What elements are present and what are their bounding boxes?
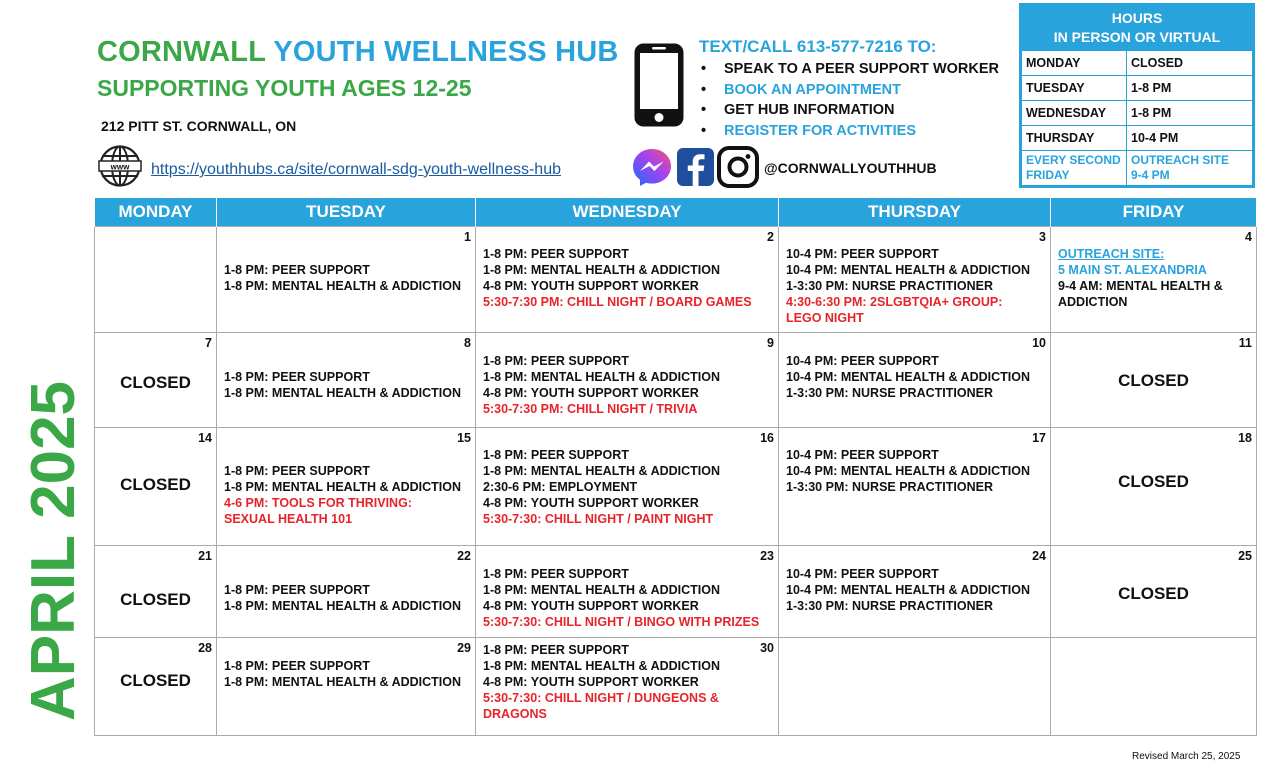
day-number: 2 (767, 230, 774, 244)
event: 1-8 PM: PEER SUPPORT (483, 354, 629, 368)
event-list (779, 227, 1050, 326)
event: 1-8 PM: PEER SUPPORT (483, 448, 629, 462)
event: ADDICTION (1058, 295, 1128, 309)
hours-subtitle: IN PERSON OR VIRTUAL (1053, 29, 1221, 45)
event-list (779, 428, 1050, 495)
calendar-cell (95, 638, 217, 736)
facebook-icon[interactable] (677, 148, 714, 186)
event: 10-4 PM: PEER SUPPORT (786, 354, 939, 368)
calendar-week (95, 546, 1257, 638)
hours-day: WEDNESDAY (1022, 101, 1127, 126)
month-label: APRIL 2025 (19, 380, 88, 721)
closed-label: CLOSED (120, 590, 191, 609)
hours-day: THURSDAY (1022, 126, 1127, 151)
calendar-cell (476, 428, 779, 546)
special-event: 5:30-7:30 PM: CHILL NIGHT / TRIVIA (483, 402, 698, 416)
hours-row (1022, 51, 1253, 76)
day-number: 10 (1032, 336, 1046, 350)
contact-item: • REGISTER FOR ACTIVITIES (701, 122, 917, 139)
phone-icon (633, 42, 685, 128)
day-number: 16 (760, 431, 774, 445)
closed-label: CLOSED (1118, 472, 1189, 491)
event-list (217, 333, 475, 401)
hours-time: 1-8 PM (1127, 101, 1253, 126)
special-event: 5:30-7:30: CHILL NIGHT / PAINT NIGHT (483, 512, 714, 526)
hours-time: CLOSED (1127, 51, 1253, 76)
event: 1-8 PM: MENTAL HEALTH & ADDICTION (483, 263, 721, 277)
contact-item: • GET HUB INFORMATION (701, 102, 895, 118)
hours-box (1019, 3, 1255, 188)
social-handle: @CORNWALLYOUTHHUB (764, 160, 937, 176)
calendar-cell (95, 227, 217, 333)
special-event: 4:30-6:30 PM: 2SLGBTQIA+ GROUP: (786, 295, 1003, 309)
event: 1-8 PM: MENTAL HEALTH & ADDICTION (224, 279, 462, 293)
event: 10-4 PM: MENTAL HEALTH & ADDICTION (786, 263, 1030, 277)
calendar-cell (217, 546, 476, 638)
event: 1-8 PM: MENTAL HEALTH & ADDICTION (483, 583, 721, 597)
day-number: 14 (198, 431, 212, 445)
social-icons (631, 146, 759, 188)
day-number: 29 (457, 641, 471, 655)
day-number: 25 (1238, 549, 1252, 563)
event: 1-8 PM: MENTAL HEALTH & ADDICTION (483, 659, 721, 673)
closed-label: CLOSED (1118, 371, 1189, 390)
calendar-cell (1051, 428, 1257, 546)
event: 10-4 PM: PEER SUPPORT (786, 448, 939, 462)
closed-label: CLOSED (120, 475, 191, 494)
calendar-cell (476, 546, 779, 638)
hours-row-outreach (1022, 151, 1253, 186)
event: 1-3:30 PM: NURSE PRACTITIONER (786, 599, 993, 613)
hours-time: OUTREACH SITE 9-4 PM (1127, 151, 1253, 186)
event: 1-8 PM: PEER SUPPORT (224, 583, 370, 597)
day-header-thursday: THURSDAY (779, 198, 1051, 227)
event: 1-3:30 PM: NURSE PRACTITIONER (786, 279, 993, 293)
calendar-cell (217, 333, 476, 428)
messenger-icon[interactable] (633, 149, 671, 186)
calendar-cell (1051, 638, 1257, 736)
day-number: 7 (205, 336, 212, 350)
day-header-monday: MONDAY (95, 198, 217, 227)
contact-item: • BOOK AN APPOINTMENT (701, 81, 901, 98)
calendar-week (95, 428, 1257, 546)
calendar-cell (779, 428, 1051, 546)
hours-day: TUESDAY (1022, 76, 1127, 101)
hub-title (97, 36, 619, 69)
title-block (97, 36, 619, 102)
event: 1-3:30 PM: NURSE PRACTITIONER (786, 480, 993, 494)
hours-row (1022, 101, 1253, 126)
event: 1-8 PM: PEER SUPPORT (224, 263, 370, 277)
event: 4-8 PM: YOUTH SUPPORT WORKER (483, 279, 699, 293)
calendar-cell (217, 227, 476, 333)
website-link[interactable]: https://youthhubs.ca/site/cornwall-sdg-youth-wellness-hub (151, 161, 561, 178)
event-list (476, 638, 778, 722)
address: 212 PITT ST. CORNWALL, ON (101, 118, 297, 134)
event-list (1051, 227, 1256, 310)
day-number: 21 (198, 549, 212, 563)
special-event: 5:30-7:30 PM: CHILL NIGHT / BOARD GAMES (483, 295, 752, 309)
calendar-cell (779, 546, 1051, 638)
revised-date: Revised March 25, 2025 (1132, 751, 1241, 762)
closed-label: CLOSED (1118, 584, 1189, 603)
event: 10-4 PM: PEER SUPPORT (786, 247, 939, 261)
calendar-cell (779, 638, 1051, 736)
event: 4-8 PM: YOUTH SUPPORT WORKER (483, 496, 699, 510)
calendar-cell (1051, 333, 1257, 428)
day-number: 1 (464, 230, 471, 244)
closed-label: CLOSED (120, 373, 191, 392)
event: 1-8 PM: MENTAL HEALTH & ADDICTION (224, 599, 462, 613)
day-number: 3 (1039, 230, 1046, 244)
event: 4-8 PM: YOUTH SUPPORT WORKER (483, 675, 699, 689)
calendar-cell (779, 333, 1051, 428)
event: 1-8 PM: PEER SUPPORT (483, 247, 629, 261)
event: 10-4 PM: MENTAL HEALTH & ADDICTION (786, 370, 1030, 384)
web-icon-text: www (110, 162, 130, 172)
event: 1-8 PM: PEER SUPPORT (483, 643, 629, 657)
calendar-week (95, 333, 1257, 428)
hub-title-city: CORNWALL (97, 36, 266, 68)
calendar-cell (476, 333, 779, 428)
closed-label: CLOSED (120, 671, 191, 690)
hours-row (1022, 76, 1253, 101)
event: 4-8 PM: YOUTH SUPPORT WORKER (483, 599, 699, 613)
day-number: 15 (457, 431, 471, 445)
hours-day: MONDAY (1022, 51, 1127, 76)
event: 2:30-6 PM: EMPLOYMENT (483, 480, 638, 494)
event: 1-8 PM: MENTAL HEALTH & ADDICTION (224, 480, 462, 494)
globe-icon (97, 145, 143, 187)
event: 10-4 PM: MENTAL HEALTH & ADDICTION (786, 464, 1030, 478)
event: 1-8 PM: MENTAL HEALTH & ADDICTION (224, 675, 462, 689)
day-number: 23 (760, 549, 774, 563)
calendar-cell (1051, 546, 1257, 638)
event-list (476, 227, 778, 310)
event: 1-8 PM: PEER SUPPORT (224, 659, 370, 673)
calendar-cell (95, 333, 217, 428)
instagram-icon[interactable] (719, 148, 757, 186)
special-event: LEGO NIGHT (786, 311, 864, 325)
event: 1-8 PM: PEER SUPPORT (483, 567, 629, 581)
event-list (476, 428, 778, 527)
event-list (217, 638, 475, 690)
event-list (217, 428, 475, 527)
event-list (779, 546, 1050, 614)
event-list (217, 227, 475, 294)
special-event: SEXUAL HEALTH 101 (224, 512, 353, 526)
calendar-week (95, 638, 1257, 736)
day-header-tuesday: TUESDAY (217, 198, 476, 227)
event: 10-4 PM: MENTAL HEALTH & ADDICTION (786, 583, 1030, 597)
event: 9-4 AM: MENTAL HEALTH & (1058, 279, 1223, 293)
hours-day: EVERY SECOND FRIDAY (1022, 151, 1127, 186)
day-number: 30 (760, 641, 774, 655)
hours-row (1022, 126, 1253, 151)
day-number: 17 (1032, 431, 1046, 445)
calendar-cell (95, 428, 217, 546)
day-number: 8 (464, 336, 471, 350)
day-number: 24 (1032, 549, 1046, 563)
event-list (779, 333, 1050, 401)
day-number: 22 (457, 549, 471, 563)
special-event: 5:30-7:30: CHILL NIGHT / BINGO WITH PRIZES (483, 615, 760, 629)
day-number: 9 (767, 336, 774, 350)
calendar-cell (476, 227, 779, 333)
hours-table (1021, 50, 1253, 186)
day-number: 28 (198, 641, 212, 655)
contact-heading: TEXT/CALL 613-577-7216 TO: (699, 37, 937, 56)
hub-subtitle: SUPPORTING YOUTH AGES 12-25 (97, 75, 472, 101)
day-header-wednesday: WEDNESDAY (476, 198, 779, 227)
hours-header (1021, 5, 1253, 50)
event: 4-8 PM: YOUTH SUPPORT WORKER (483, 386, 699, 400)
calendar-header-row (95, 198, 1257, 227)
outreach-site-link[interactable]: OUTREACH SITE: (1058, 247, 1165, 261)
hub-title-name: YOUTH WELLNESS HUB (273, 36, 619, 68)
event: 1-8 PM: PEER SUPPORT (224, 370, 370, 384)
event-list (217, 546, 475, 614)
event: 1-8 PM: MENTAL HEALTH & ADDICTION (483, 464, 721, 478)
calendar-cell (779, 227, 1051, 333)
calendar (94, 198, 1257, 736)
day-number: 4 (1245, 230, 1252, 244)
event: 1-8 PM: MENTAL HEALTH & ADDICTION (224, 386, 462, 400)
calendar-cell (217, 638, 476, 736)
special-event: 5:30-7:30: CHILL NIGHT / DUNGEONS & (483, 691, 719, 705)
contact-list (701, 59, 999, 141)
event: 10-4 PM: PEER SUPPORT (786, 567, 939, 581)
day-number: 11 (1238, 336, 1252, 350)
calendar-cell (217, 428, 476, 546)
day-number: 18 (1238, 431, 1252, 445)
event: 1-3:30 PM: NURSE PRACTITIONER (786, 386, 993, 400)
calendar-cell (476, 638, 779, 736)
special-event: DRAGONS (483, 707, 547, 721)
calendar-cell (1051, 227, 1257, 333)
hours-time: 1-8 PM (1127, 76, 1253, 101)
hours-title: HOURS (1111, 10, 1163, 26)
outreach-address: 5 MAIN ST. ALEXANDRIA (1058, 263, 1207, 277)
calendar-week (95, 227, 1257, 333)
event: 1-8 PM: MENTAL HEALTH & ADDICTION (483, 370, 721, 384)
event-list (476, 333, 778, 417)
event: 1-8 PM: PEER SUPPORT (224, 464, 370, 478)
contact-item: • SPEAK TO A PEER SUPPORT WORKER (701, 61, 999, 77)
hours-time: 10-4 PM (1127, 126, 1253, 151)
calendar-cell (95, 546, 217, 638)
event-list (476, 546, 778, 630)
day-header-friday: FRIDAY (1051, 198, 1257, 227)
special-event: 4-6 PM: TOOLS FOR THRIVING: (224, 496, 412, 510)
